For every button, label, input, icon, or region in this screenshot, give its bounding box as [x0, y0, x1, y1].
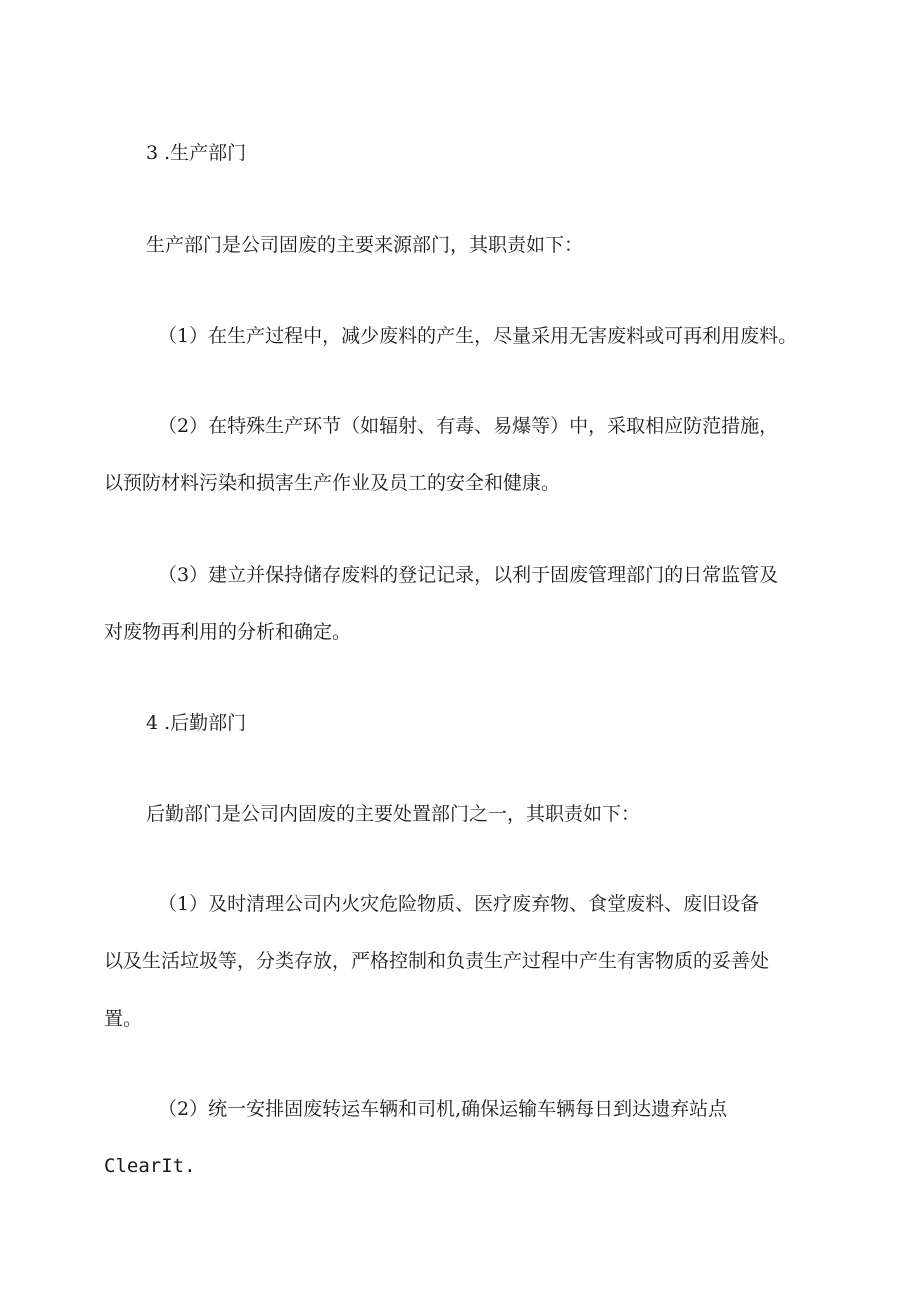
list-item-line: （1）在生产过程中，减少废料的产生，尽量采用无害废料或可再利用废料。 — [158, 325, 798, 347]
list-item-line: 以及生活垃圾等，分类存放，严格控制和负责生产过程中产生有害物质的妥善处 — [104, 950, 770, 972]
list-item-line: （2）统一安排固废转运车辆和司机,确保运输车辆每日到达遗弃站点 — [158, 1098, 728, 1120]
list-item-line: （1）及时清理公司内火灾危险物质、医疗废弃物、食堂废料、废旧设备 — [158, 893, 760, 915]
list-item-line: 置。 — [104, 1008, 143, 1030]
list-item-line: ClearIt. — [104, 1155, 196, 1177]
section-heading: 3 .生产部门 — [146, 142, 247, 164]
section-heading: 4 .后勤部门 — [146, 712, 247, 734]
list-item-line: （2）在特殊生产环节（如辐射、有毒、易爆等）中，采取相应防范措施， — [158, 415, 779, 437]
section-intro: 生产部门是公司固废的主要来源部门，其职责如下： — [146, 234, 584, 256]
list-item-line: （3）建立并保持储存废料的登记记录，以利于固废管理部门的日常监管及 — [158, 564, 779, 586]
list-item-line: 以预防材料污染和损害生产作业及员工的安全和健康。 — [104, 472, 561, 494]
list-item-line: 对废物再利用的分析和确定。 — [104, 621, 352, 643]
section-intro: 后勤部门是公司内固废的主要处置部门之一，其职责如下： — [146, 803, 641, 825]
